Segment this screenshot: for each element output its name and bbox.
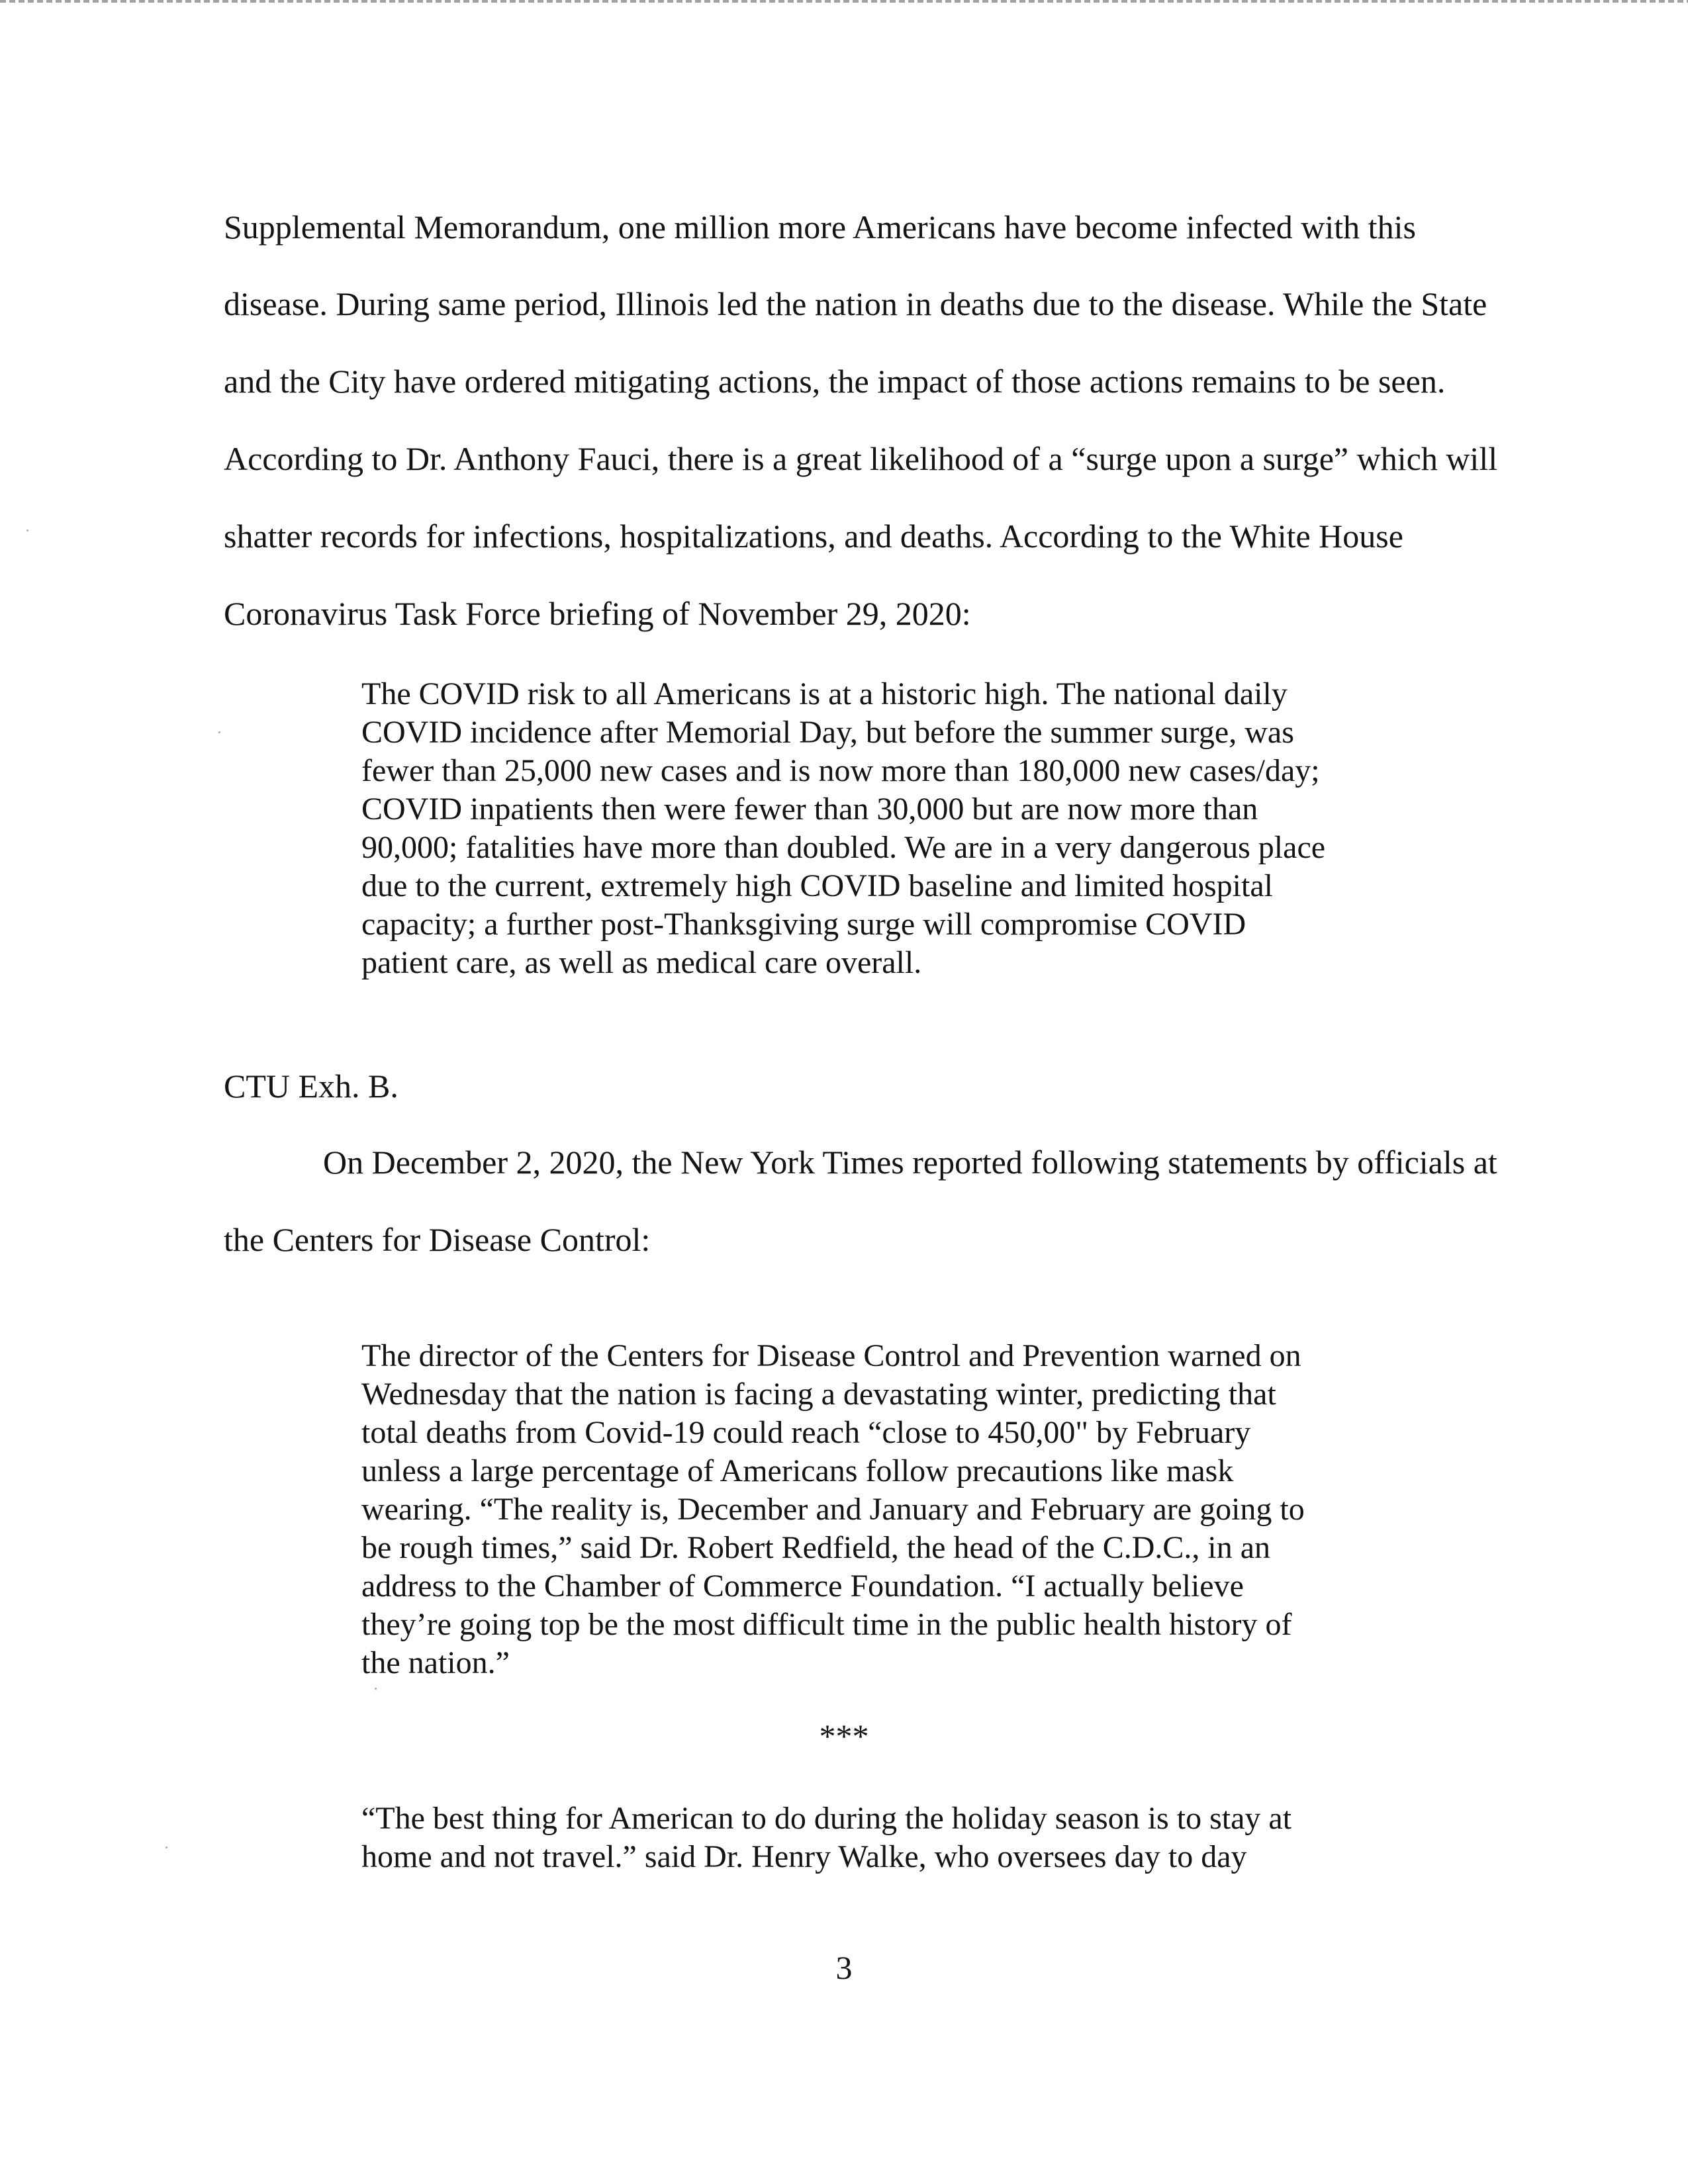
paragraph-line: and the City have ordered mitigating actions, the impact of those actions remains to be seen. (224, 363, 1446, 400)
paragraph-line: the Centers for Disease Control: (224, 1221, 651, 1258)
paragraph-line: disease. During same period, Illinois led the nation in deaths due to the disease. While the State (224, 285, 1487, 322)
quote-line: COVID incidence after Memorial Day, but before the summer surge, was (361, 715, 1294, 750)
paragraph-line: On December 2, 2020, the New York Times reported following statements by officials at (323, 1144, 1497, 1181)
scan-speck (165, 1846, 167, 1848)
quote-line: due to the current, extremely high COVID baseline and limited hospital (361, 868, 1273, 903)
scan-speck (375, 1688, 377, 1690)
quote-line: The COVID risk to all Americans is at a historic high. The national daily (361, 676, 1288, 711)
paragraph-line: Coronavirus Task Force briefing of November 29, 2020: (224, 595, 971, 632)
quote-line: address to the Chamber of Commerce Foundation. “I actually believe (361, 1569, 1244, 1604)
page-number: 3 (835, 1949, 853, 1986)
paragraph-line: Supplemental Memorandum, one million more Americans have become infected with this (224, 208, 1416, 246)
quote-line: 90,000; fatalities have more than doubled. We are in a very dangerous place (361, 830, 1326, 865)
quote-line: they’re going top be the most difficult time in the public health history of (361, 1607, 1292, 1642)
quote-line: patient care, as well as medical care overall. (361, 945, 922, 980)
section-separator: *** (819, 1717, 869, 1754)
quote-line: COVID inpatients then were fewer than 30,000 but are now more than (361, 792, 1258, 827)
quote-line: total deaths from Covid-19 could reach “close to 450,00" by February (361, 1415, 1251, 1450)
citation: CTU Exh. B. (224, 1068, 399, 1105)
quote-line: The director of the Centers for Disease Control and Prevention warned on (361, 1338, 1301, 1373)
quote-line: home and not travel.” said Dr. Henry Walke, who oversees day to day (361, 1839, 1247, 1874)
quote-line: the nation.” (361, 1645, 510, 1680)
quote-line: Wednesday that the nation is facing a devastating winter, predicting that (361, 1377, 1276, 1412)
quote-line: be rough times,” said Dr. Robert Redfield, the head of the C.D.C., in an (361, 1530, 1271, 1565)
scan-speck (218, 731, 220, 733)
quote-line: fewer than 25,000 new cases and is now more than 180,000 new cases/day; (361, 753, 1320, 788)
quote-line: capacity; a further post-Thanksgiving surge will compromise COVID (361, 907, 1246, 942)
quote-line: “The best thing for American to do during the holiday season is to stay at (361, 1801, 1292, 1836)
quote-line: wearing. “The reality is, December and January and February are going to (361, 1492, 1305, 1527)
paragraph-line: shatter records for infections, hospitalizations, and deaths. According to the White House (224, 518, 1403, 555)
scan-speck (26, 529, 28, 531)
quote-line: unless a large percentage of Americans follow precautions like mask (361, 1453, 1234, 1488)
paragraph-line: According to Dr. Anthony Fauci, there is a great likelihood of a “surge upon a surge” which will (224, 440, 1498, 477)
